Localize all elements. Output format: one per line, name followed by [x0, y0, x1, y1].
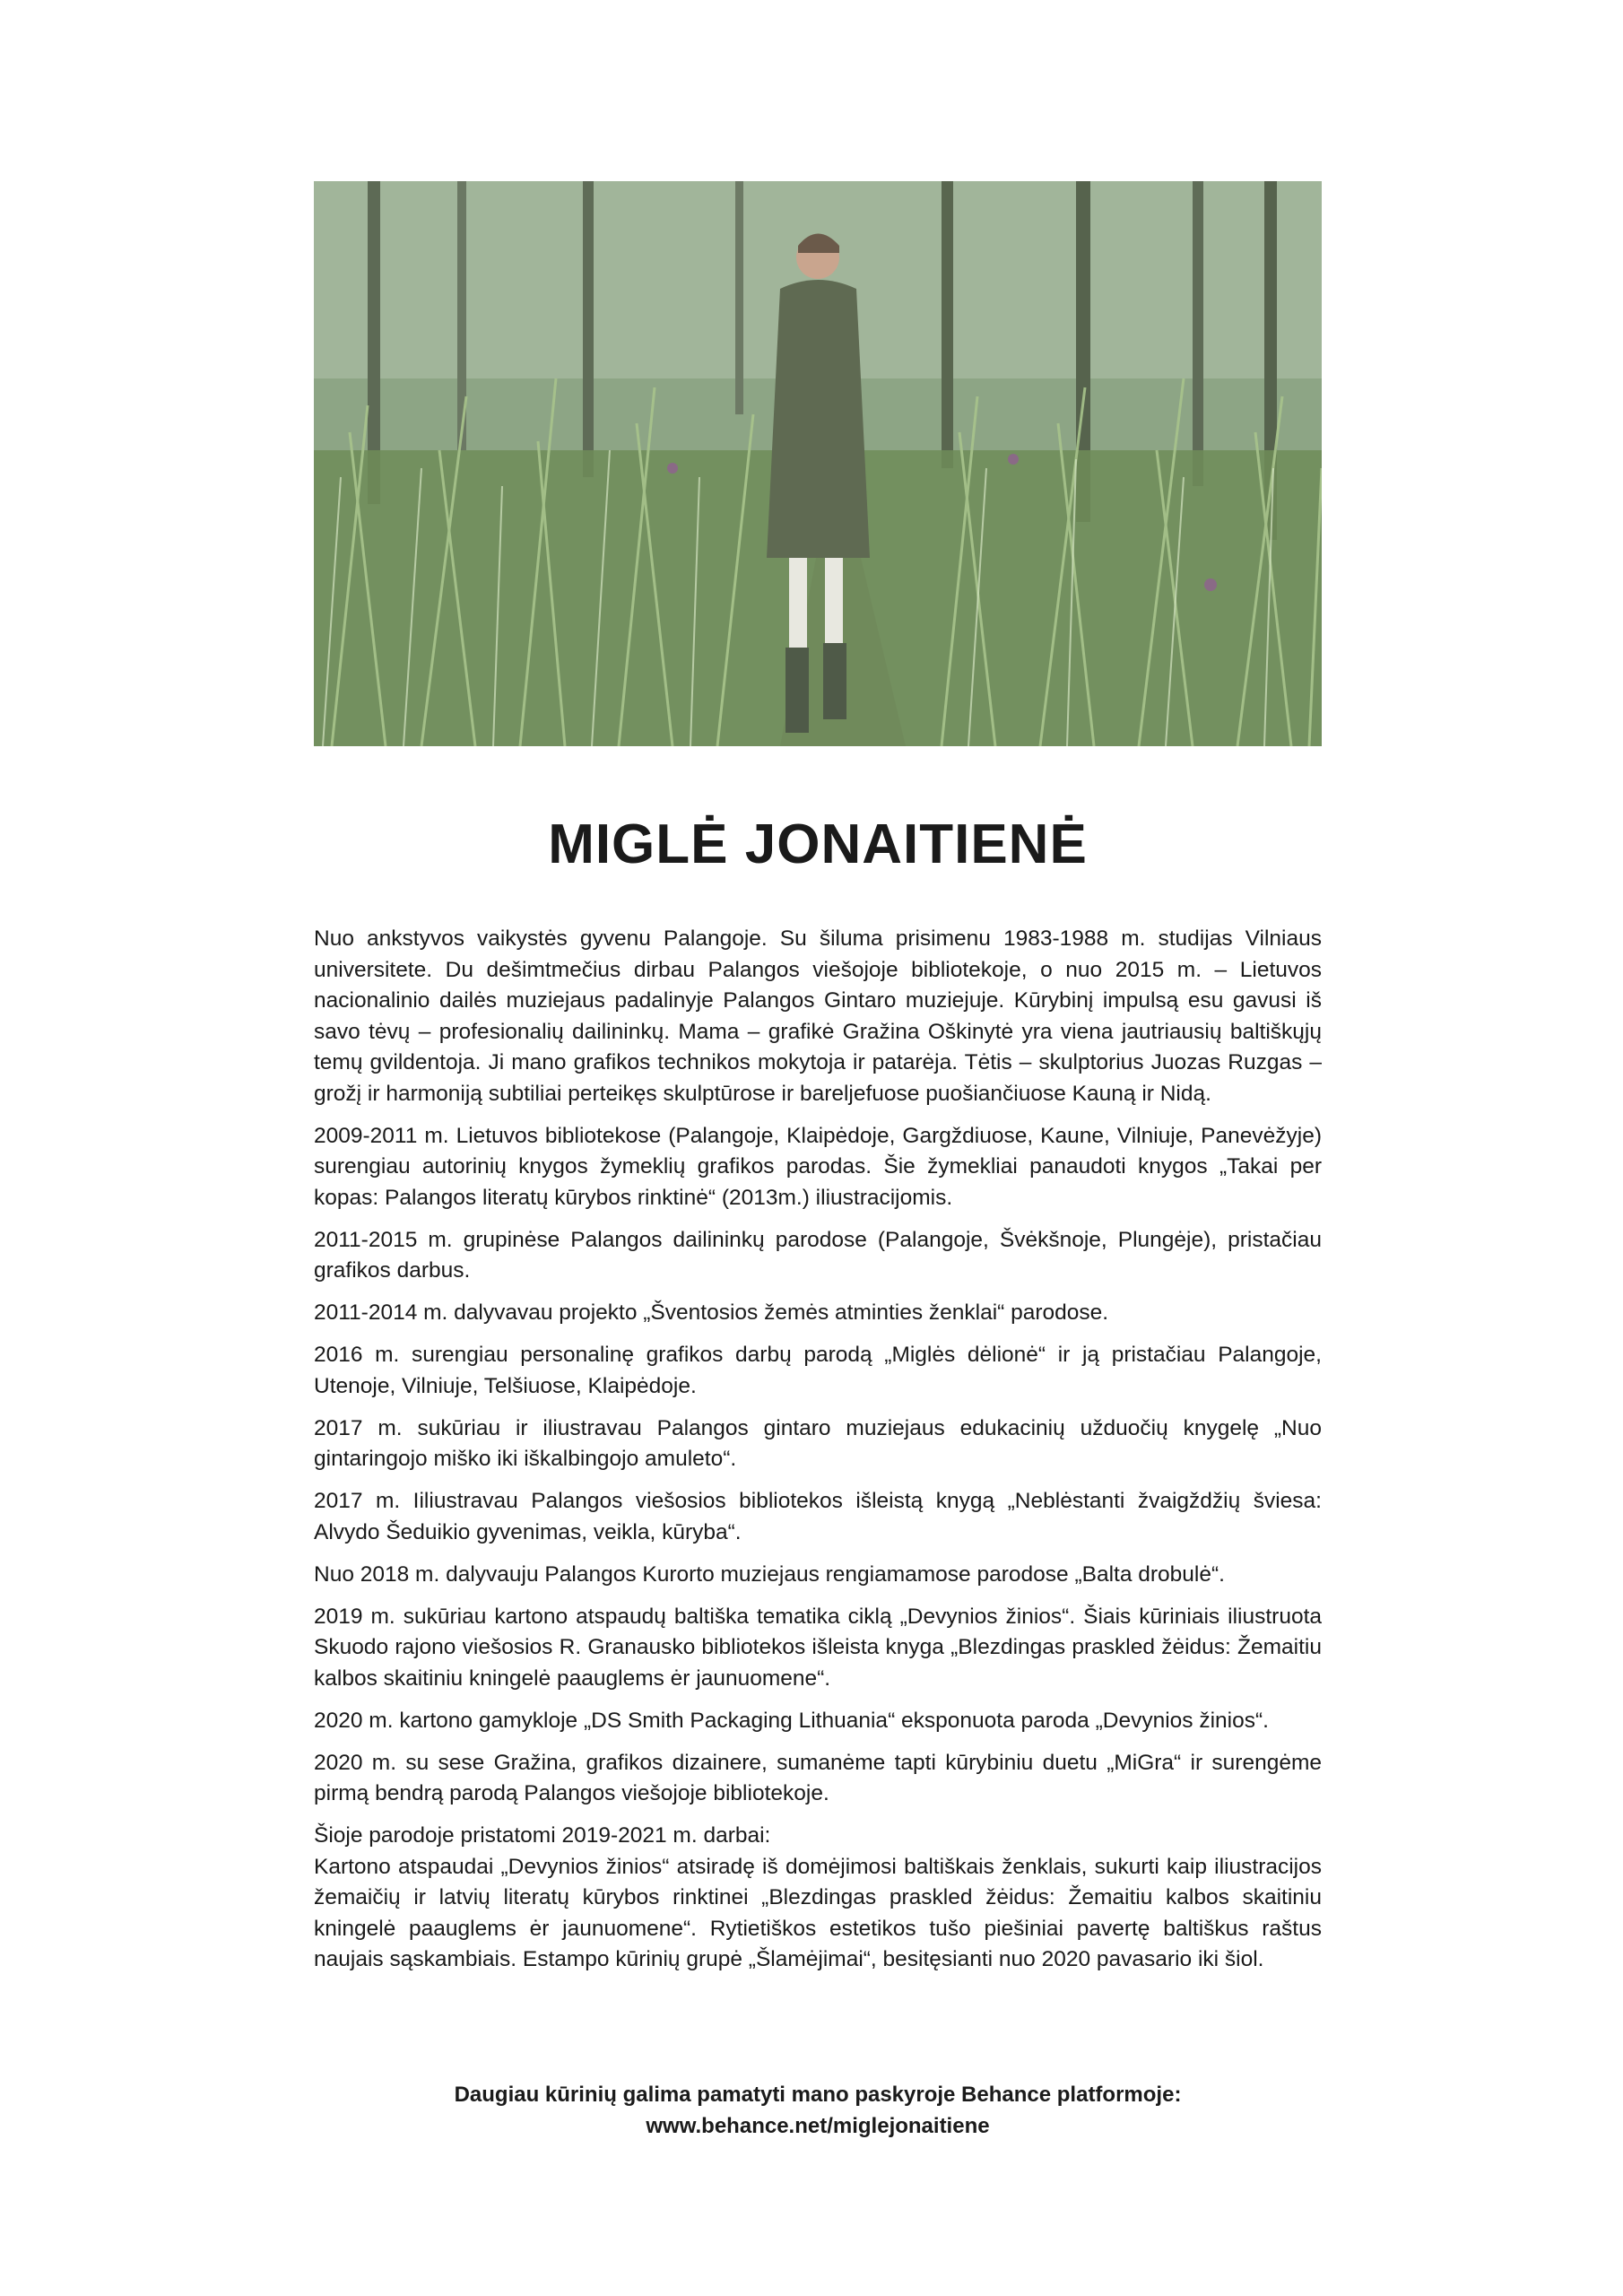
biography-paragraph: 2017 m. Iiliustravau Palangos viešosios bibliotekos išleistą knygą „Neblėstanti žvaigždžių šviesa: Alvydo Šeduikio gyvenimas, veikla, kūryba“.: [314, 1489, 1322, 1544]
biography-text: [314, 924, 1322, 1987]
biography-paragraph: 2020 m. su sese Gražina, grafikos dizainere, sumanėme tapti kūrybiniu duetu „MiGra“ ir surengėme pirmą bendrą parodą Palangos viešojoje bibliotekoje.: [314, 1750, 1322, 1805]
biography-paragraph: 2011-2014 m. dalyvavau projekto „Šventosios žemės atminties ženklai“ parodose.: [314, 1300, 1109, 1325]
footer: [314, 2079, 1322, 2142]
biography-paragraph: 2020 m. kartono gamykloje „DS Smith Packaging Lithuania“ eksponuota paroda „Devynios žinios“.: [314, 1708, 1269, 1733]
behance-link[interactable]: www.behance.net/miglejonaitiene: [646, 2114, 990, 2138]
biography-paragraph: 2009-2011 m. Lietuvos bibliotekose (Palangoje, Klaipėdoje, Gargždiuose, Kaune, Vilniuje, Panevėžyje) surengiau autorinių knygos žymeklių grafikos parodas. Šie žymekliai panaudoti knygos „Takai per kopas: Palangos literatų kūrybos rinktinė“ (2013m.) iliustracijomis.: [314, 1123, 1322, 1210]
exhibition-intro: Šioje parodoje pristatomi 2019-2021 m. darbai:: [314, 1823, 771, 1848]
biography-paragraph: Nuo 2018 m. dalyvauju Palangos Kurorto muziejaus rengiamamose parodose „Balta drobulė“.: [314, 1561, 1225, 1587]
reed-field-illustration: [314, 181, 1322, 746]
footer-note: Daugiau kūrinių galima pamatyti mano paskyroje Behance platformoje:: [454, 2083, 1182, 2107]
biography-paragraph: 2016 m. surengiau personalinę grafikos darbų parodą „Miglės dėlionė“ ir ją pristačiau Palangoje, Utenoje, Vilniuje, Telšiuose, Klaipėdoje.: [314, 1343, 1322, 1398]
biography-paragraph: Nuo ankstyvos vaikystės gyvenu Palangoje. Su šiluma prisimenu 1983-1988 m. studijas Vilniaus universitete. Du dešimtmečius dirbau Palangos viešojoje bibliotekoje, o nuo 2015 m. – Lietuvos nacionalinio dailės muziejaus padalinyje Palangos Gintaro muziejuje. Kūrybinį impulsą esu gavusi iš savo tėvų – profesionalių dailininkų. Mama – grafikė Gražina Oškinytė yra viena jautriausių baltiškųjų temų gvildentoja. Ji mano grafikos technikos mokytoja ir patarėja. Tėtis – skulptorius Juozas Ruzgas – grožį ir harmoniją subtiliai perteikęs skulptūrose ir bareljefuose puošiančiuose Kauną ir Nidą.: [314, 926, 1322, 1106]
biography-paragraph: 2011-2015 m. grupinėse Palangos dailininkų parodose (Palangoje, Švėkšnoje, Plungėje), pristačiau grafikos darbus.: [314, 1227, 1322, 1283]
page-title: MIGLĖ JONAITIENĖ: [548, 813, 1088, 875]
exhibition-description: Kartono atspaudai „Devynios žinios“ atsiradę iš domėjimosi baltiškais ženklais, sukurti kaip iliustracijos žemaičių ir latvių literatų kūrybos rinktinei „Blezdingas praskled žėidus: Žemaitiu kalbos skaitiniu kningelė paauglems ėr jaunuomene“. Rytietiškos estetikos tušo piešiniai pavertę baltiškus raštus naujais sąskambiais. Estampo kūrinių grupė „Šlamėjimai“, besitęsianti nuo 2020 pavasario iki šiol.: [314, 1854, 1322, 1971]
biography-paragraph: 2017 m. sukūriau ir iliustravau Palangos gintaro muziejaus edukacinių užduočių knygelę „Nuo gintaringojo miško iki iškalbingojo amuleto“.: [314, 1415, 1322, 1471]
biography-paragraph: 2019 m. sukūriau kartono atspaudų baltiška tematika ciklą „Devynios žinios“. Šiais kūriniais iliustruota Skuodo rajono viešosios R. Granausko bibliotekos išleista knyga „Blezdingas praskled žėidus: Žemaitiu kalbos skaitiniu kningelė paauglems ėr jaunuomene“.: [314, 1604, 1322, 1691]
artist-photo: [314, 181, 1322, 746]
